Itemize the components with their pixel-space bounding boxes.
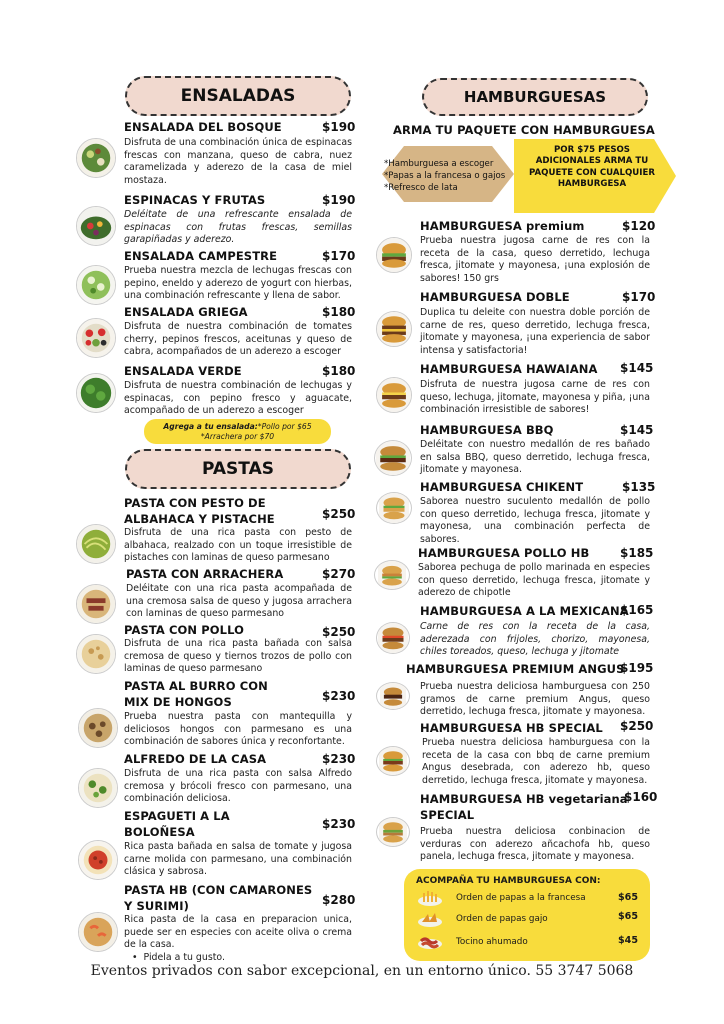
item-description: Saborea nuestro suculento medallón de pollo con queso derretido, lechuga fresca, jitomate y mayonesa, una combinación perfecta de sabores. (420, 496, 650, 545)
item-name: ALFREDO DE LA CASA (124, 752, 267, 766)
item-description: Saborea pechuga de pollo marinada en especies con queso derretido, lechuga fresca, jitomate y aderezo de chipotle (418, 562, 650, 599)
burger-image (376, 377, 412, 413)
pasta-image (76, 634, 116, 674)
item-price: $170 (622, 290, 656, 304)
salad-image (76, 265, 116, 305)
item-price: $280 (322, 893, 356, 907)
pasta-image (78, 708, 118, 748)
potato-wedges-icon (416, 910, 444, 928)
item-price: $190 (322, 193, 356, 207)
item-name: HAMBURGUESA BBQ (420, 423, 554, 437)
burger-image (376, 817, 410, 847)
package-contents-badge (382, 146, 514, 202)
package-title: ARMA TU PAQUETE CON HAMBURGUESA (393, 123, 655, 137)
item-price: $145 (620, 423, 654, 437)
addon-label: Agrega a tu ensalada: (163, 422, 258, 431)
item-name: HAMBURGUESA HAWAIANA (420, 362, 598, 376)
burger-image (376, 237, 412, 273)
item-name: BOLOÑESA (124, 825, 195, 839)
burger-image (376, 622, 410, 654)
item-description: Disfruta de una rica pasta bañada con salsa cremosa de queso y tiernos trozos de pollo con laminas de queso parmesano (124, 638, 352, 675)
side-name: Orden de papas a la francesa (456, 893, 586, 903)
item-name: HAMBURGUESA DOBLE (420, 290, 570, 304)
item-name: MIX DE HONGOS (124, 695, 232, 709)
item-name: ENSALADA CAMPESTRE (124, 249, 278, 263)
pasta-image (76, 524, 116, 564)
pasta-image (78, 912, 118, 952)
side-name: Orden de papas gajo (456, 914, 548, 924)
pasta-image (76, 584, 116, 624)
item-price: $195 (620, 661, 654, 675)
item-price: $120 (622, 219, 656, 233)
side-price: $45 (618, 935, 639, 946)
item-description: Duplica tu deleite con nuestra doble porción de carne de res, queso derretido, lechuga fresca, jitomate y mayonesa, ¡una experiencia de sabor intensa y satisfactoria! (420, 307, 650, 356)
hamburguesas-heading: HAMBURGUESAS (422, 78, 648, 116)
sides-title: ACOMPAÑA TU HAMBURGUESA CON: (416, 876, 601, 886)
side-name: Tocino ahumado (456, 937, 528, 947)
item-price: $190 (322, 120, 356, 134)
item-name: PASTA CON PESTO DE (124, 496, 266, 510)
item-name: PASTA CON POLLO (124, 623, 244, 637)
item-description: Prueba nuestra deliciosa conbinacion de verduras con aderezo añcachofa hb, queso panela, lechuga fresca, jitomate y mayonesa. (420, 826, 650, 863)
burger-image (376, 746, 410, 776)
salad-image (76, 138, 116, 178)
salad-image (76, 206, 116, 246)
salad-addon-banner (144, 419, 331, 444)
item-price: $250 (322, 507, 356, 521)
bacon-icon (416, 932, 444, 950)
item-name: ENSALADA GRIEGA (124, 305, 248, 319)
item-name: ALBAHACA Y PISTACHE (124, 512, 275, 526)
side-price: $65 (618, 911, 639, 922)
bullet-icon: • (132, 952, 144, 963)
item-description: Prueba nuestra deliciosa hamburguesa con 250 gramos de carne premium Angus, queso derretido, lechuga fresca, jitomate y mayonesa. (420, 681, 650, 718)
item-price: $135 (622, 480, 656, 494)
pasta-bullet-note (132, 952, 225, 963)
item-price: $180 (322, 305, 356, 319)
item-price: $270 (322, 567, 356, 581)
item-name: ENSALADA VERDE (124, 364, 242, 378)
item-price: $180 (322, 364, 356, 378)
pastas-heading: PASTAS (125, 449, 351, 489)
side-price: $65 (618, 892, 639, 903)
item-description: Deléitate con nuestro medallón de res bañado en salsa BBQ, queso derretido, lechuga fresca, jitomate y mayonesa. (420, 439, 650, 476)
item-name: HAMBURGUESA premium (420, 219, 585, 233)
item-name: HAMBURGUESA CHIKENT (420, 480, 584, 494)
package-line: *Papas a la francesa o gajos (384, 170, 506, 181)
item-description: Prueba nuestra pasta con mantequilla y deliciosos hongos con parmesano es una combinación de sabores única y reconfortante. (124, 711, 352, 748)
item-name: HAMBURGUESA A LA MEXICANA (420, 604, 629, 618)
salad-image (76, 318, 116, 358)
item-price: $185 (620, 546, 654, 560)
item-description: Deléitate de una refrescante ensalada de espinacas con frutas frescas, semillas garapiñadas y aderezo. (124, 209, 352, 246)
burger-image (374, 560, 410, 590)
package-line: *Hamburguesa a escoger (384, 159, 494, 169)
footer-tagline: Eventos privados con sabor excepcional, en un entorno único. 55 3747 5068 (90, 963, 634, 979)
item-name: PASTA HB (CON CAMARONES (124, 883, 313, 897)
item-name: PASTA CON ARRACHERA (126, 567, 284, 581)
item-description: Disfruta de nuestra combinación de lechugas y espinacas, con pepino fresco y aguacate, acompañado de un aderezo a escoger (124, 380, 352, 417)
item-description: Rica pasta de la casa en preparacion unica, puede ser en especies con aceite oliva o crema de la casa. (124, 914, 352, 951)
item-name: HAMBURGUESA HB vegetariana (420, 792, 628, 806)
item-description: Disfruta de una rica pasta con pesto de albahaca, realzado con un toque irresistible de pistaches con laminas de queso parmesano (124, 527, 352, 564)
item-price: $165 (620, 603, 654, 617)
addon-line1: *Pollo por $65 (257, 422, 312, 431)
addon-line2: *Arrachera por $70 (200, 431, 275, 441)
item-name: HAMBURGUESA HB SPECIAL (420, 721, 603, 735)
burger-image (376, 311, 412, 347)
item-description: Disfruta de nuestra jugosa carne de res con queso, lechuga, jitomate, mayonesa y piña, ¡una combinación irresistible de sabores! (420, 379, 650, 416)
burger-image (376, 492, 412, 524)
item-price: $230 (322, 689, 356, 703)
salad-image (76, 373, 116, 413)
item-price: $250 (620, 719, 654, 733)
item-name: HAMBURGUESA POLLO HB (418, 546, 590, 560)
burger-image (374, 440, 412, 476)
item-name: HAMBURGUESA PREMIUM ANGUS (406, 662, 625, 676)
item-description: Disfruta de nuestra combinación de tomates cherry, pepinos frescos, aceitunas y queso de cabra, acompañados de un aderezo a escoger (124, 321, 352, 358)
pasta-image (78, 768, 118, 808)
burger-image (376, 682, 410, 710)
item-price: $160 (624, 790, 658, 804)
item-description: Prueba nuestra jugosa carne de res con la receta de la casa, queso derretido, lechuga fresca, jitomate y mayonesa, ¡una explosión de sabores! 150 grs (420, 235, 650, 284)
item-price: $230 (322, 752, 356, 766)
item-price: $250 (322, 625, 356, 639)
item-name: SPECIAL (420, 808, 475, 822)
item-name: Y SURIMI) (124, 899, 189, 913)
item-price: $170 (322, 249, 356, 263)
offer-text: POR $75 PESOS ADICIONALES ARMA TU PAQUETE CON CUALQUIER HAMBURGESA (529, 145, 655, 190)
item-description: Disfruta de una rica pasta con salsa Alfredo cremosa y brócoli fresco con parmesano, una combinación deliciosa. (124, 768, 352, 805)
item-price: $230 (322, 817, 356, 831)
item-description: Prueba nuestra deliciosa hamburguesa con la receta de la casa con bbq de carne premium Angus desebrada, con aderezo hb, queso derretido, lechuga fresca, jitomate y mayonesa. (422, 737, 650, 786)
item-name: ESPINACAS Y FRUTAS (124, 193, 266, 207)
item-description: Disfruta de una combinación única de espinacas frescas con manzana, queso de cabra, nuez caramelizada y aderezo de la casa de miel mostaza. (124, 137, 352, 186)
item-description: Rica pasta bañada en salsa de tomate y jugosa carne molida con parmesano, una combinación clásica y sabrosa. (124, 841, 352, 878)
package-offer-banner (514, 139, 676, 213)
pasta-image (78, 840, 118, 880)
item-price: $145 (620, 361, 654, 375)
ensaladas-heading: ENSALADAS (125, 76, 351, 116)
bullet-text: Pidela a tu gusto. (143, 952, 225, 963)
item-description: Deléitate con una rica pasta acompañada de una cremosa salsa de queso y jugosa arrachera con laminas de queso parmesano (126, 583, 352, 620)
item-name: PASTA AL BURRO CON (124, 679, 268, 693)
fries-icon (416, 889, 444, 907)
item-name: ESPAGUETI A LA (124, 809, 230, 823)
item-description: Prueba nuestra mezcla de lechugas frescas con pepino, eneldo y aderezo de yogurt con hierbas, una combinación refrescante y llena de sabor. (124, 265, 352, 302)
package-line: *Refresco de lata (384, 182, 458, 193)
sides-box (404, 869, 650, 961)
item-name: ENSALADA DEL BOSQUE (124, 120, 282, 134)
item-description: Carne de res con la receta de la casa, aderezada con frijoles, chorizo, mayonesa, chiles toreados, queso, lechuga y jitomate (420, 621, 650, 658)
